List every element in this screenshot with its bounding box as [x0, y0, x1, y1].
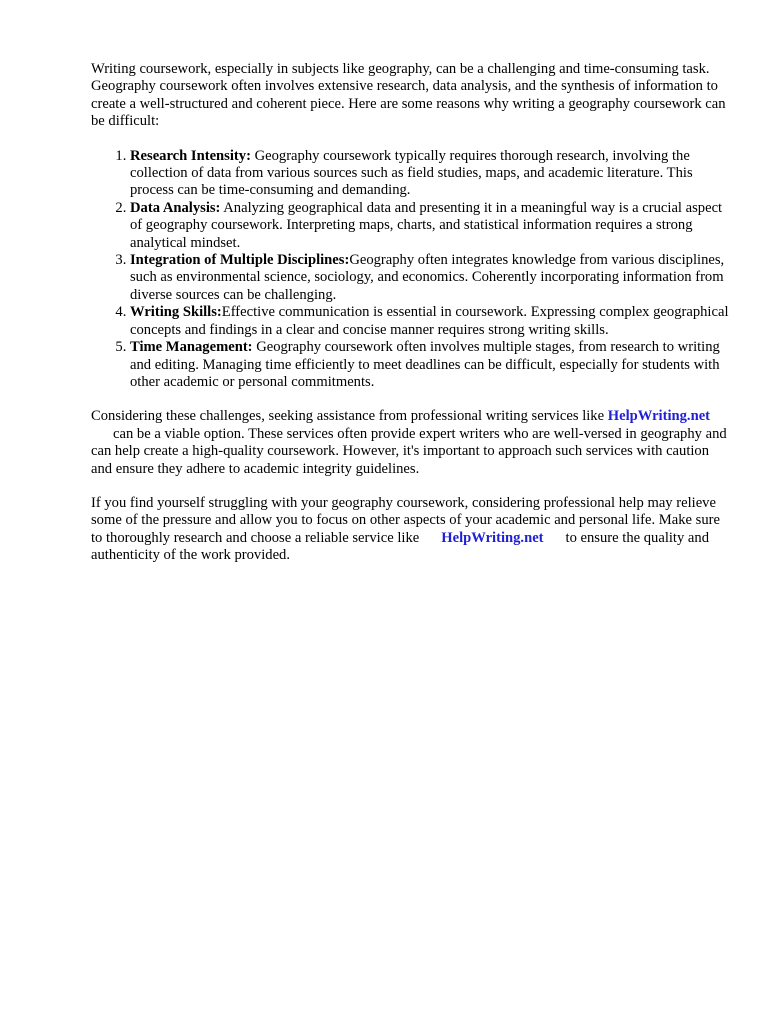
assistance-paragraph	[91, 408, 731, 478]
helpwriting-link[interactable]: HelpWriting.net	[441, 529, 544, 546]
list-item-text: Geography coursework often involves multiple stages, from research to writing and editing. Managing time efficiently to meet deadlines can be difficult, especially for students with other academic or personal commitments.	[130, 339, 720, 390]
intro-paragraph: Writing coursework, especially in subjects like geography, can be a challenging and time-consuming task. Geography coursework often involves extensive research, data analysis, and the synthesis of information to create a well-structured and coherent piece. Here are some reasons why writing a geography coursework can be difficult:	[91, 61, 726, 130]
list-item-term: Data Analysis:	[130, 199, 221, 216]
assistance-text-after: can be a viable option. These services often provide expert writers who are well-versed in geography and can help create a high-quality coursework. However, it's important to approach such services with caution and ensure they adhere to academic integrity guidelines.	[91, 425, 727, 477]
list-item-term: Time Management:	[130, 339, 253, 356]
list-item-term: Integration of Multiple Disciplines:	[130, 252, 350, 269]
list-item-text: Effective communication is essential in coursework. Expressing complex geographical concepts and findings in a clear and concise manner requires strong writing skills.	[130, 304, 729, 338]
list-item-time-management	[130, 339, 731, 391]
closing-text-after: to ensure the quality and authenticity of the work provided.	[91, 529, 709, 564]
list-item-integration-of-disciplines	[130, 252, 731, 304]
list-item-term: Writing Skills:	[130, 304, 222, 321]
list-item-text: Geography coursework typically requires thorough research, involving the collection of data from various sources such as field studies, maps, and academic literature. This process can be time-consuming and demanding.	[130, 147, 693, 199]
list-item-writing-skills	[130, 304, 731, 339]
list-item-research-intensity	[130, 148, 731, 200]
closing-paragraph	[91, 495, 731, 565]
document-body	[91, 61, 731, 582]
reasons-list	[91, 148, 731, 392]
assistance-text-before: Considering these challenges, seeking assistance from professional writing services like	[91, 408, 608, 425]
list-item-text: Geography often integrates knowledge from various disciplines, such as environmental science, sociology, and economics. Coherently incorporating information from diverse sources can be challenging.	[130, 252, 725, 303]
closing-text-before: If you find yourself struggling with your geography coursework, considering professional help may relieve some of the pressure and allow you to focus on other aspects of your academic and personal life. Make sure to thoroughly research and choose a reliable service like	[91, 494, 720, 546]
list-item-data-analysis	[130, 200, 731, 252]
list-item-text: Analyzing geographical data and presenting it in a meaningful way is a crucial aspect of geography coursework. Interpreting maps, charts, and statistical information requires a strong analytical mindset.	[130, 199, 723, 251]
helpwriting-link[interactable]: HelpWriting.net	[607, 408, 711, 425]
list-item-term: Research Intensity:	[130, 147, 251, 164]
